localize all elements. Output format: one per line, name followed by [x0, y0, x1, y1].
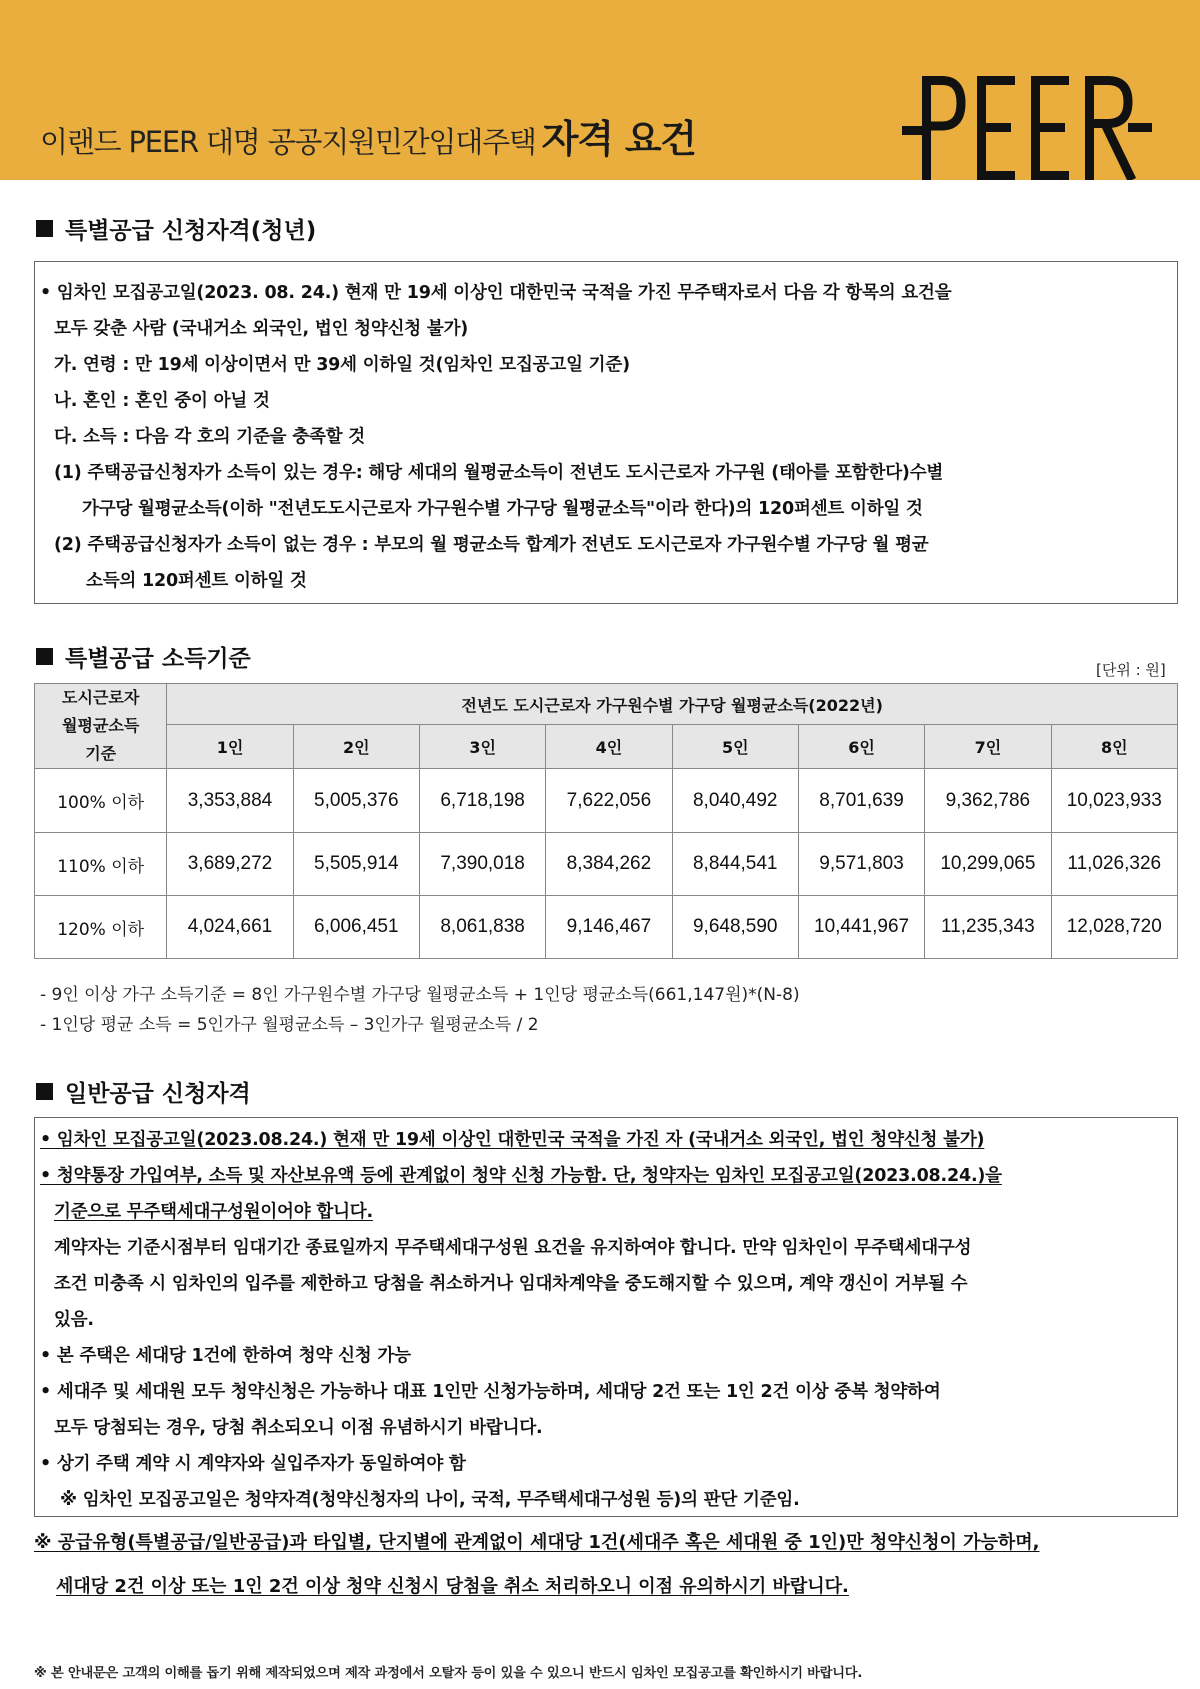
- square-bullet-icon: [36, 220, 53, 237]
- table-cell: 8,040,492: [672, 769, 798, 833]
- table-cell: 12,028,720: [1051, 896, 1177, 959]
- table-cell: 11,235,343: [925, 896, 1051, 959]
- column-header: 7인: [925, 725, 1051, 769]
- table-cell: 9,146,467: [546, 896, 672, 959]
- eligibility-line: 소득의 120퍼센트 이하일 것: [86, 571, 307, 591]
- table-cell: 9,571,803: [798, 833, 924, 896]
- peer-logo: [902, 76, 1152, 180]
- income-note: - 1인당 평균 소득 = 5인가구 월평균소득 – 3인가구 월평균소득 / 2: [40, 1015, 539, 1035]
- table-cell: 8,844,541: [672, 833, 798, 896]
- table-cell: 3,353,884: [167, 769, 293, 833]
- table-cell: 5,005,376: [293, 769, 419, 833]
- page-title-strong: 자격 요건: [541, 117, 696, 161]
- income-table: [34, 683, 1178, 959]
- general-line: • 임차인 모집공고일(2023.08.24.) 현재 만 19세 이상인 대한민국 국적을 가진 자 (국내거소 외국인, 법인 청약신청 불가): [40, 1130, 985, 1150]
- eligibility-line: (1) 주택공급신청자가 소득이 있는 경우: 해당 세대의 월평균소득이 전년도 도시근로자 가구원 (태아를 포함한다)수별: [54, 463, 944, 483]
- table-cell: 9,362,786: [925, 769, 1051, 833]
- section-title-income-criteria: 특별공급 소득기준: [36, 640, 251, 673]
- table-row: [35, 769, 1178, 833]
- column-header: 2인: [293, 725, 419, 769]
- disclaimer-text: ※ 본 안내문은 고객의 이해를 돕기 위해 제작되었으며 제작 과정에서 오탈자 등이 있을 수 있으니 반드시 임차인 모집공고를 확인하시기 바랍니다.: [34, 1666, 863, 1681]
- eligibility-line: 모두 갖춘 사람 (국내거소 외국인, 법인 청약신청 불가): [54, 319, 469, 339]
- header-banner: [0, 0, 1200, 180]
- column-header: 8인: [1051, 725, 1177, 769]
- row-label: 110% 이하: [35, 833, 167, 896]
- table-cell: 10,023,933: [1051, 769, 1177, 833]
- column-header: 3인: [419, 725, 545, 769]
- unit-label: [단위 : 원]: [1096, 661, 1166, 679]
- table-cell: 7,622,056: [546, 769, 672, 833]
- table-cell: 5,505,914: [293, 833, 419, 896]
- general-line: 조건 미충족 시 임차인의 입주를 제한하고 당첨을 취소하거나 임대차계약을 중도해지할 수 있으며, 계약 갱신이 거부될 수: [54, 1274, 968, 1294]
- eligibility-line: 가구당 월평균소득(이하 "전년도도시근로자 가구원수별 가구당 월평균소득"이라 한다)의 120퍼센트 이하일 것: [82, 499, 923, 519]
- eligibility-line: 가. 연령 : 만 19세 이상이면서 만 39세 이하일 것(임차인 모집공고일 기준): [54, 355, 630, 375]
- table-cell: 10,441,967: [798, 896, 924, 959]
- table-cell: 3,689,272: [167, 833, 293, 896]
- row-label: 120% 이하: [35, 896, 167, 959]
- table-corner-header: 도시근로자 월평균소득 기준: [35, 684, 167, 769]
- table-cell: 4,024,661: [167, 896, 293, 959]
- general-line: 모두 당첨되는 경우, 당첨 취소되오니 이점 유념하시기 바랍니다.: [54, 1418, 543, 1438]
- general-line: ※ 임차인 모집공고일은 청약자격(청약신청자의 나이, 국적, 무주택세대구성원 등)의 판단 기준임.: [60, 1490, 800, 1510]
- section-title-general-eligibility: 일반공급 신청자격: [36, 1075, 251, 1108]
- table-group-header: 전년도 도시근로자 가구원수별 가구당 월평균소득(2022년): [167, 684, 1178, 725]
- table-cell: 10,299,065: [925, 833, 1051, 896]
- eligibility-line: (2) 주택공급신청자가 소득이 없는 경우 : 부모의 월 평균소득 합계가 전년도 도시근로자 가구원수별 가구당 월 평균: [54, 535, 929, 555]
- eligibility-line: 다. 소득 : 다음 각 호의 기준을 충족할 것: [54, 427, 365, 447]
- table-row: [35, 833, 1178, 896]
- table-cell: 6,006,451: [293, 896, 419, 959]
- row-label: 100% 이하: [35, 769, 167, 833]
- table-cell: 8,061,838: [419, 896, 545, 959]
- general-line: • 세대주 및 세대원 모두 청약신청은 가능하나 대표 1인만 신청가능하며, 세대당 2건 또는 1인 2건 이상 중복 청약하여: [40, 1382, 941, 1402]
- general-line: • 본 주택은 세대당 1건에 한하여 청약 신청 가능: [40, 1346, 411, 1366]
- table-cell: 8,384,262: [546, 833, 672, 896]
- table-cell: 8,701,639: [798, 769, 924, 833]
- footer-notice-line: ※ 공급유형(특별공급/일반공급)과 타입별, 단지별에 관계없이 세대당 1건(세대주 혹은 세대원 중 1인)만 청약신청이 가능하며,: [34, 1532, 1040, 1553]
- square-bullet-icon: [36, 1083, 53, 1100]
- income-note: - 9인 이상 가구 소득기준 = 8인 가구원수별 가구당 월평균소득 + 1인당 평균소득(661,147원)*(N-8): [40, 985, 800, 1005]
- table-cell: 11,026,326: [1051, 833, 1177, 896]
- column-header: 4인: [546, 725, 672, 769]
- general-line: • 상기 주택 계약 시 계약자와 실입주자가 동일하여야 함: [40, 1454, 466, 1474]
- eligibility-line: • 임차인 모집공고일(2023. 08. 24.) 현재 만 19세 이상인 대한민국 국적을 가진 무주택자로서 다음 각 항목의 요건을: [40, 283, 952, 303]
- eligibility-line: 나. 혼인 : 혼인 중이 아닐 것: [54, 391, 270, 411]
- square-bullet-icon: [36, 648, 53, 665]
- page-title: [40, 108, 696, 163]
- section-title-special-eligibility: 특별공급 신청자격(청년): [36, 212, 316, 245]
- page-title-prefix: 이랜드 PEER 대명 공공지원민간임대주택: [40, 125, 536, 159]
- column-header: 6인: [798, 725, 924, 769]
- general-line: • 청약통장 가입여부, 소득 및 자산보유액 등에 관계없이 청약 신청 가능함. 단, 청약자는 임차인 모집공고일(2023.08.24.)을: [40, 1166, 1002, 1186]
- column-header: 1인: [167, 725, 293, 769]
- column-header: 5인: [672, 725, 798, 769]
- table-cell: 9,648,590: [672, 896, 798, 959]
- general-line: 기준으로 무주택세대구성원이어야 합니다.: [54, 1202, 373, 1222]
- general-line: 계약자는 기준시점부터 임대기간 종료일까지 무주택세대구성원 요건을 유지하여야 합니다. 만약 임차인이 무주택세대구성: [54, 1238, 972, 1258]
- table-row: [35, 896, 1178, 959]
- footer-notice-line: 세대당 2건 이상 또는 1인 2건 이상 청약 신청시 당첨을 취소 처리하오니 이점 유의하시기 바랍니다.: [56, 1576, 849, 1597]
- table-cell: 6,718,198: [419, 769, 545, 833]
- general-line: 있음.: [54, 1310, 94, 1330]
- table-cell: 7,390,018: [419, 833, 545, 896]
